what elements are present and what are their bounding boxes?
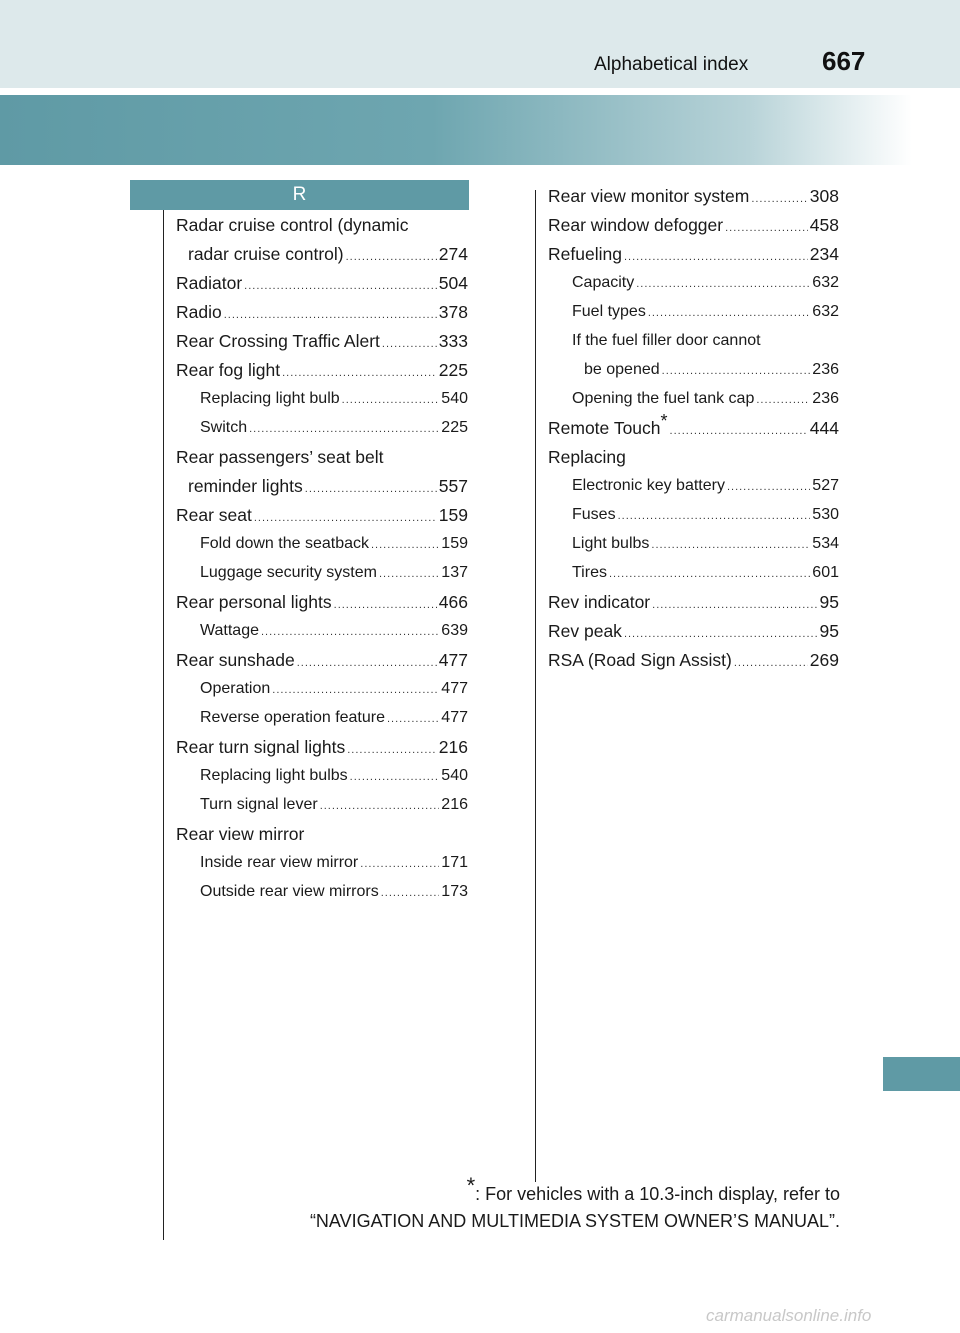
index-entry: Rear seat ..... 159 [176, 504, 468, 529]
section-thumb-tab [883, 1057, 960, 1091]
index-entry: Rev peak ..... 95 [548, 620, 839, 645]
index-entry: Rear passengers’ seat belt [176, 447, 384, 467]
index-entry: Rear view mirror [176, 824, 305, 844]
page-title: Alphabetical index [594, 54, 749, 75]
index-subentry: Electronic key battery ..... 527 [572, 475, 839, 498]
index-subentry: Turn signal lever ..... 216 [200, 794, 468, 817]
page-number: 667 [822, 46, 866, 76]
index-subentry: Capacity ..... 632 [572, 272, 839, 295]
footnote-line-2: “NAVIGATION AND MULTIMEDIA SYSTEM OWNER’S MANUAL”. [309, 1211, 840, 1231]
left-column-divider [163, 195, 164, 1240]
index-entry: Radar cruise control (dynamic [176, 215, 409, 235]
index-subentry: Switch ..... 225 [200, 417, 468, 440]
decorative-banner [0, 95, 960, 165]
index-subentry: Fuses ..... 530 [572, 504, 839, 527]
index-entry: Radio ..... 378 [176, 301, 468, 326]
index-entry: Refueling ..... 234 [548, 243, 839, 268]
index-subentry: Luggage security system ..... 137 [200, 562, 468, 585]
index-subentry: If the fuel filler door cannot [572, 332, 761, 349]
footnote-marker: * [466, 1173, 476, 1198]
index-subentry: Fuel types ..... 632 [572, 301, 839, 324]
index-subentry: Inside rear view mirror ..... 171 [200, 852, 468, 875]
index-subentry: Light bulbs ..... 534 [572, 533, 839, 556]
index-entry: radar cruise control) ..... 274 [188, 243, 468, 268]
index-subentry: Operation ..... 477 [200, 678, 468, 701]
index-subentry: Replacing light bulbs ..... 540 [200, 765, 468, 788]
index-subentry: Reverse operation feature ..... 477 [200, 707, 468, 730]
center-column-divider [535, 190, 536, 1182]
index-entry: Rear turn signal lights ..... 216 [176, 736, 468, 761]
index-subentry: Outside rear view mirrors ..... 173 [200, 881, 468, 904]
index-entry: Rear personal lights ..... 466 [176, 591, 468, 616]
index-entry: Rear sunshade ..... 477 [176, 649, 468, 674]
index-entry: RSA (Road Sign Assist) ..... 269 [548, 649, 839, 674]
index-entry: Radiator ..... 504 [176, 272, 468, 297]
index-entry: Replacing [548, 447, 626, 467]
index-entry: Rev indicator ..... 95 [548, 591, 839, 616]
index-entry: Rear window defogger ..... 458 [548, 214, 839, 239]
index-entry: reminder lights ..... 557 [188, 475, 468, 500]
index-subentry: Opening the fuel tank cap ..... 236 [572, 388, 839, 411]
index-subentry: Tires ..... 601 [572, 562, 839, 585]
index-entry: Rear view monitor system ..... 308 [548, 185, 839, 210]
footnote-line-1: *: For vehicles with a 10.3-inch display, refer to [466, 1173, 840, 1204]
index-subentry: Wattage ..... 639 [200, 620, 468, 643]
index-entry: Rear Crossing Traffic Alert ..... 333 [176, 330, 468, 355]
index-entry: Rear fog light ..... 225 [176, 359, 468, 384]
footnote-marker: * [660, 411, 668, 432]
index-subentry: Fold down the seatback ..... 159 [200, 533, 468, 556]
section-letter-header: R [130, 180, 469, 210]
header-band [0, 0, 960, 88]
watermark: carmanualsonline.info [706, 1306, 872, 1325]
index-subentry: be opened ..... 236 [584, 359, 839, 382]
index-entry: Remote Touch* ..... 444 [548, 417, 839, 442]
index-subentry: Replacing light bulb ..... 540 [200, 388, 468, 411]
